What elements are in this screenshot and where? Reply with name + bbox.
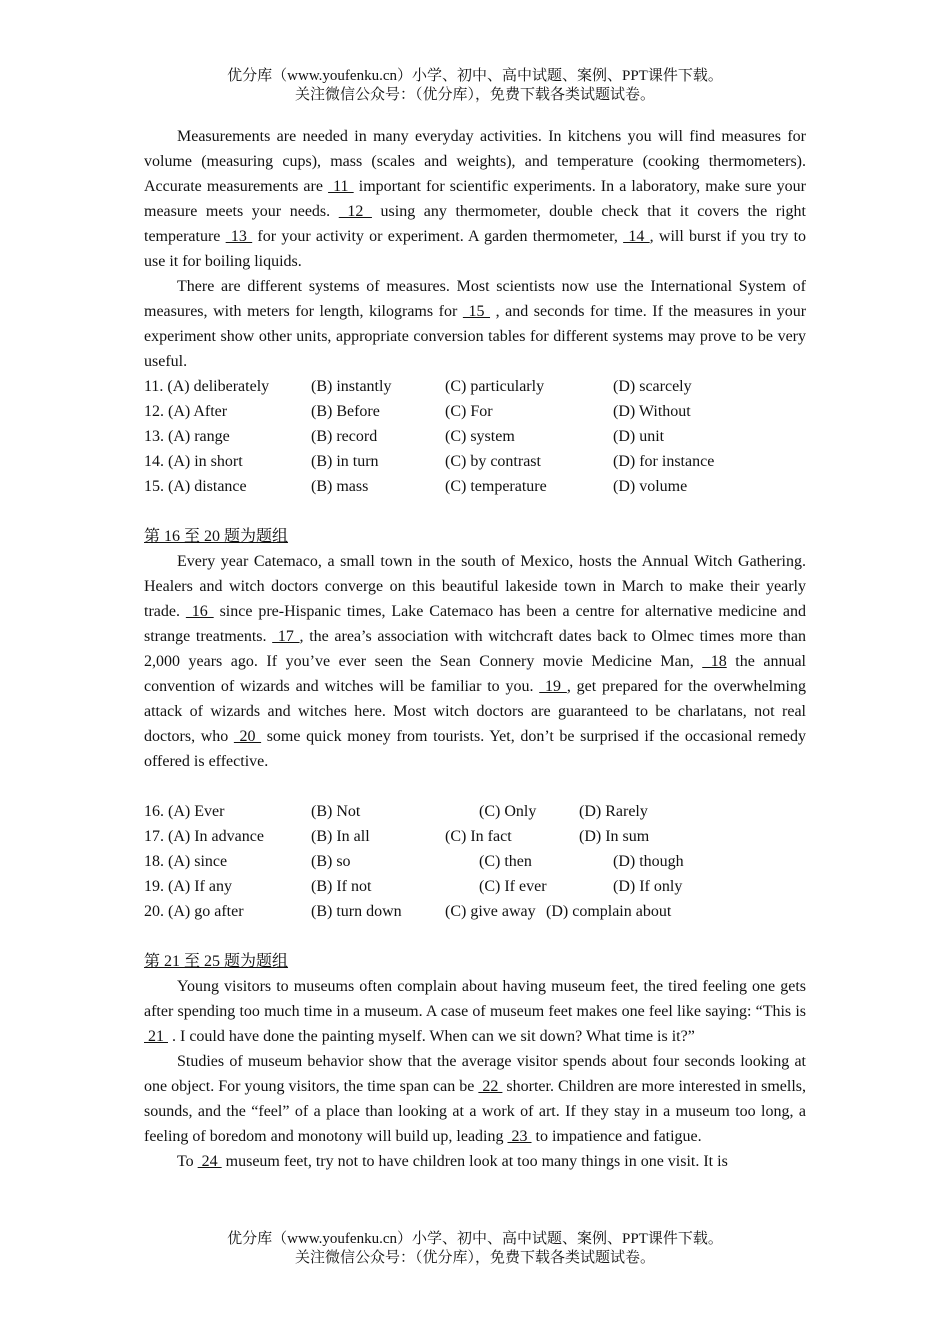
text: Young visitors to museums often complain about having museum feet, the tired feeling one gets after spending too much time in a museum. A case of museum feet makes one feel like saying: “This is bbox=[144, 978, 806, 1020]
text: some quick money from tourists. Yet, don’t be surprised if the occasional remedy offered is effective. bbox=[144, 728, 807, 770]
text: to impatience and fatigue. bbox=[531, 1128, 702, 1145]
text: museum feet, try not to have children look at too many things in one visit. It is bbox=[221, 1153, 728, 1170]
option-a: 19. (A) If any bbox=[144, 878, 232, 895]
text: the annual convention of wizards and witches will be familiar to you. bbox=[144, 653, 806, 695]
option-b: (B) record bbox=[311, 428, 378, 445]
option-c: (C) Only bbox=[479, 803, 537, 820]
text: , the area’s association with witchcraft dates back to Olmec times more than 2,000 years ago. If you’ve ever seen the Sean Connery movie Medicine Man, bbox=[144, 628, 807, 670]
option-row-18 bbox=[144, 849, 806, 874]
text: for your activity or experiment. A garden thermometer, bbox=[252, 228, 624, 245]
option-b: (B) In all bbox=[311, 828, 370, 845]
option-c: (C) In fact bbox=[445, 828, 512, 845]
text: using any thermometer, double check that it covers the right temperature bbox=[144, 203, 806, 245]
text: important for scientific experiments. In a laboratory, make sure your measure meets your needs. bbox=[144, 178, 807, 220]
text: , will burst if you try to use it for boiling liquids. bbox=[144, 228, 807, 270]
option-row-12 bbox=[144, 399, 806, 424]
blank-16: 16 bbox=[185, 603, 214, 620]
option-row-17 bbox=[144, 824, 806, 849]
option-b: (B) turn down bbox=[311, 903, 402, 920]
option-b: (B) Not bbox=[311, 803, 361, 820]
option-b: (B) instantly bbox=[311, 378, 392, 395]
text: Measurements are needed in many everyday activities. In kitchens you will find measures for volume (measuring cups), mass (scales and weights), and temperature (cooking thermometers). Accurate measurements are bbox=[144, 128, 806, 195]
option-a: 18. (A) since bbox=[144, 853, 228, 870]
option-a: 11. (A) deliberately bbox=[144, 378, 270, 395]
option-b: (B) Before bbox=[311, 403, 380, 420]
passage3-paragraph-2 bbox=[144, 1049, 806, 1149]
footer-line-2: 关注微信公众号：（优分库），免费下载各类试题试卷。 bbox=[294, 1250, 655, 1266]
option-d: (D) Without bbox=[613, 403, 691, 420]
option-d: (D) Rarely bbox=[579, 803, 648, 820]
option-d: (D) complain about bbox=[546, 903, 672, 920]
blank-23: 23 bbox=[507, 1128, 532, 1145]
blank-19: 19 bbox=[539, 678, 567, 695]
text: shorter. Children are more interested in smells, sounds, and the “feel” of a place than looking at a work of art. If they stay in a museum too long, a feeling of boredom and monotony will build up, leading bbox=[144, 1078, 807, 1145]
text: , get prepared for the overwhelming attack of wizards and witches here. Most witch doctors are guaranteed to be charlatans, not real doctors, who bbox=[144, 678, 806, 745]
blank-11: 11 bbox=[328, 178, 354, 195]
header-line-1: 优分库（www.youfenku.cn）小学、初中、高中试题、案例、PPT课件下载。 bbox=[227, 68, 723, 84]
blank-15: 15 bbox=[462, 303, 491, 320]
option-d: (D) volume bbox=[613, 478, 688, 495]
text: Every year Catemaco, a small town in the south of Mexico, hosts the Annual Witch Gathering. Healers and witch doctors converge on this beautiful lakeside town in March to make their yearly trade. bbox=[144, 553, 806, 620]
document-body bbox=[144, 124, 806, 1174]
blank-18: 18 bbox=[702, 653, 727, 670]
blank-20: 20 bbox=[233, 728, 262, 745]
option-d: (D) If only bbox=[613, 878, 683, 895]
option-b: (B) mass bbox=[311, 478, 369, 495]
text: There are different systems of measures. Most scientists now use the International System of measures, with meters for length, kilograms for bbox=[144, 278, 806, 320]
text: To bbox=[177, 1153, 198, 1170]
option-a: 20. (A) go after bbox=[144, 903, 244, 920]
option-b: (B) so bbox=[311, 853, 351, 870]
passage2-paragraph bbox=[144, 549, 806, 774]
text: . I could have done the painting myself. When can we sit down? What time is it?” bbox=[168, 1028, 695, 1045]
blank-21: 21 bbox=[144, 1028, 168, 1045]
option-c: (C) If ever bbox=[479, 878, 547, 895]
group-heading-21-25: 第 21 至 25 题为题组 bbox=[144, 953, 289, 970]
option-c: (C) For bbox=[445, 403, 493, 420]
option-c: (C) particularly bbox=[445, 378, 545, 395]
text: Studies of museum behavior show that the average visitor spends about four seconds looking at one object. For young visitors, the time span can be bbox=[144, 1053, 806, 1095]
option-c: (C) then bbox=[479, 853, 532, 870]
option-c: (C) by contrast bbox=[445, 453, 541, 470]
blank-14: 14 bbox=[623, 228, 650, 245]
blank-13: 13 bbox=[225, 228, 253, 245]
option-row-20 bbox=[144, 899, 806, 924]
passage1-paragraph-1 bbox=[144, 124, 806, 274]
option-c: (C) temperature bbox=[445, 478, 547, 495]
option-row-13 bbox=[144, 424, 806, 449]
option-a: 16. (A) Ever bbox=[144, 803, 225, 820]
option-b: (B) If not bbox=[311, 878, 372, 895]
option-a: 15. (A) distance bbox=[144, 478, 247, 495]
option-c: (C) system bbox=[445, 428, 515, 445]
option-d: (D) though bbox=[613, 853, 684, 870]
header-line-2: 关注微信公众号：（优分库），免费下载各类试题试卷。 bbox=[294, 87, 655, 103]
option-d: (D) scarcely bbox=[613, 378, 692, 395]
option-d: (D) for instance bbox=[613, 453, 715, 470]
footer-line-1: 优分库（www.youfenku.cn）小学、初中、高中试题、案例、PPT课件下载。 bbox=[227, 1231, 723, 1247]
option-row-16 bbox=[144, 799, 806, 824]
passage3-paragraph-3 bbox=[144, 1149, 806, 1174]
option-row-14 bbox=[144, 449, 806, 474]
option-b: (B) in turn bbox=[311, 453, 379, 470]
blank-17: 17 bbox=[272, 628, 300, 645]
blank-22: 22 bbox=[478, 1078, 503, 1095]
text: , and seconds for time. If the measures in your experiment show other units, appropriate conversion tables for different systems may prove to be very useful. bbox=[144, 303, 807, 370]
text: since pre-Hispanic times, Lake Catemaco has been a centre for alternative medicine and strange treatments. bbox=[144, 603, 807, 645]
option-d: (D) unit bbox=[613, 428, 665, 445]
passage1-paragraph-2 bbox=[144, 274, 806, 374]
option-c: (C) give away bbox=[445, 903, 536, 920]
group-heading-16-20: 第 16 至 20 题为题组 bbox=[144, 528, 289, 545]
blank-12: 12 bbox=[338, 203, 372, 220]
option-a: 13. (A) range bbox=[144, 428, 230, 445]
page-footer bbox=[0, 1230, 950, 1268]
page-header bbox=[0, 67, 950, 105]
option-d: (D) In sum bbox=[579, 828, 650, 845]
option-row-19 bbox=[144, 874, 806, 899]
option-a: 14. (A) in short bbox=[144, 453, 243, 470]
option-a: 12. (A) After bbox=[144, 403, 228, 420]
option-row-11 bbox=[144, 374, 806, 399]
blank-24: 24 bbox=[197, 1153, 222, 1170]
option-row-15 bbox=[144, 474, 806, 499]
option-a: 17. (A) In advance bbox=[144, 828, 264, 845]
passage3-paragraph-1 bbox=[144, 974, 806, 1049]
